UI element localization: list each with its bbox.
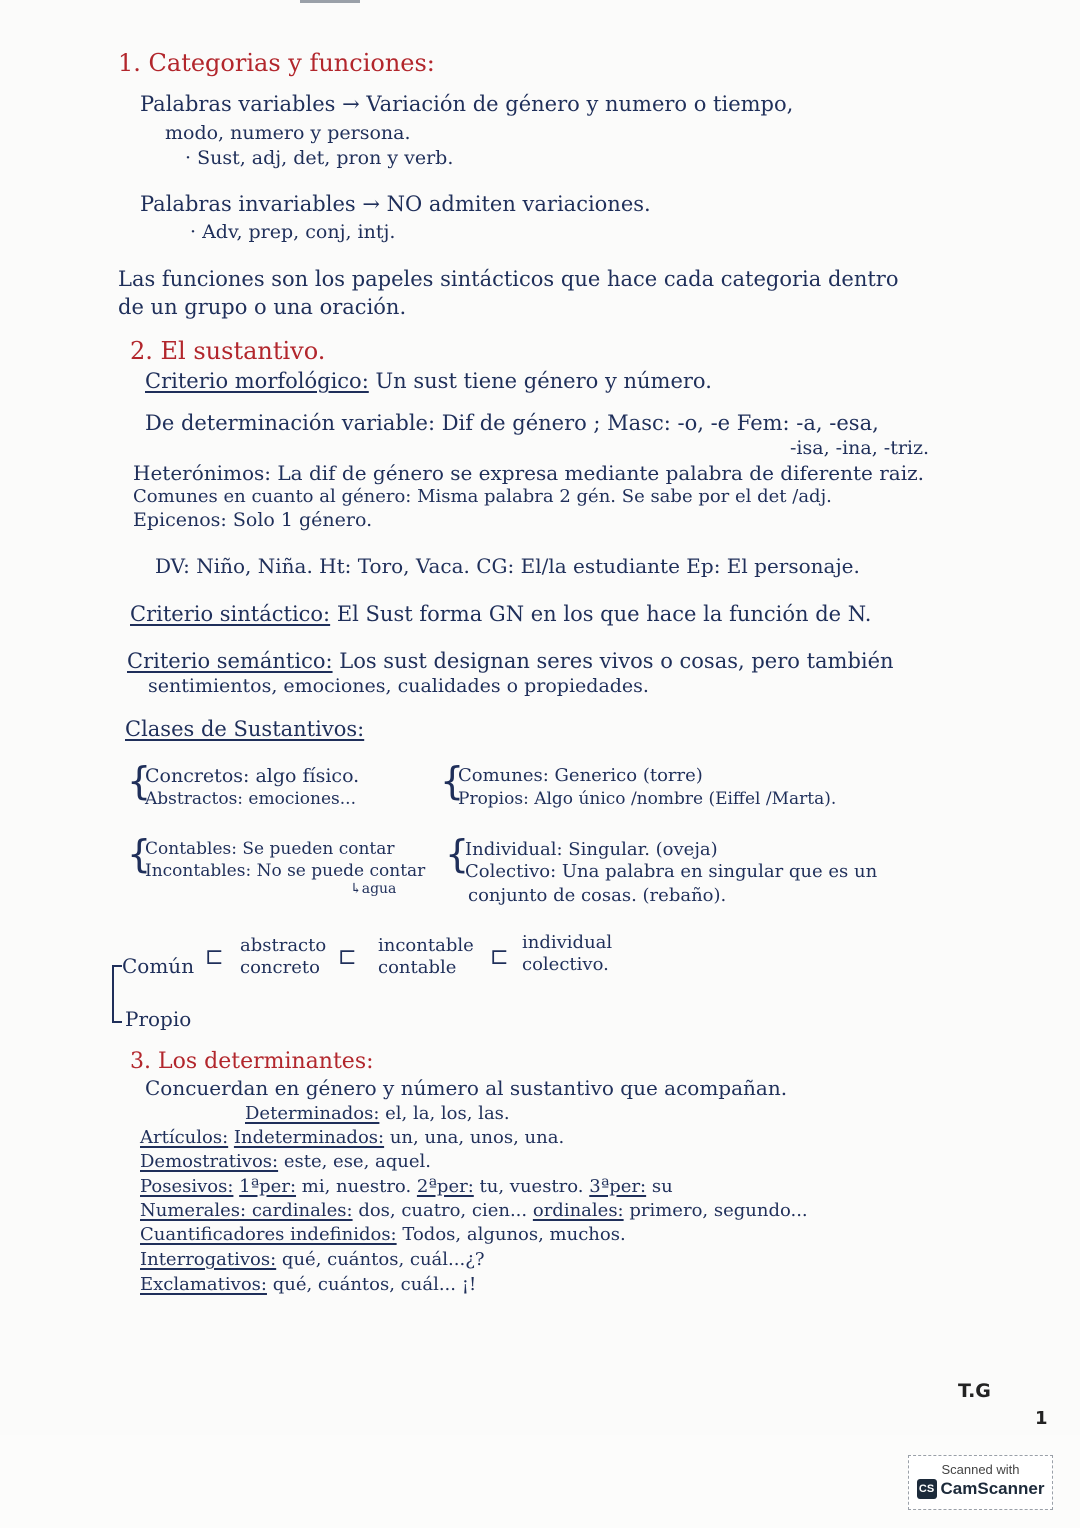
ord-label: ordinales: (532, 1200, 624, 1221)
pos-3t: su (651, 1176, 673, 1197)
incontables: Incontables: No se puede contar (145, 861, 426, 881)
sint-label: Criterio sintáctico: (130, 602, 331, 626)
comunes-clase: Comunes: Generico (torre) (458, 765, 703, 786)
tree-abstracto: abstracto (240, 935, 327, 956)
tree-contable: contable (378, 957, 457, 978)
scan-edge-line (300, 0, 360, 3)
det-var: De determinación variable: Dif de género ; Masc: -o, -e Fem: -a, -esa, (145, 411, 879, 435)
section1-title: 1. Categorias y funciones: (118, 49, 435, 77)
colectivo: Colectivo: Una palabra en singular que es un (465, 861, 878, 882)
art-label: Artículos: (140, 1127, 229, 1148)
indet-label: Indeterminados: (233, 1127, 385, 1148)
pos-2: 2ªper: (416, 1176, 474, 1197)
contables: Contables: Se pueden contar (145, 839, 395, 859)
s1-line7: de un grupo o una oración. (118, 295, 407, 319)
tree-colectivo: colectivo. (522, 954, 609, 975)
tg-mark: T.G (958, 1380, 991, 1402)
s1-line1: Palabras variables → Variación de género y numero o tiempo, (140, 92, 794, 116)
tree-comun: Común (122, 954, 195, 978)
concretos: Concretos: algo físico. (145, 765, 360, 787)
morf-label: Criterio morfológico: (145, 369, 369, 393)
clases-label: Clases de Sustantivos: (125, 717, 365, 741)
pos-2t: tu, vuestro. (479, 1176, 584, 1197)
tree-incontable: incontable (378, 935, 474, 956)
sem-text: Los sust designan seres vivos o cosas, pero también (339, 649, 894, 673)
colectivo2: conjunto de cosas. (rebaño). (468, 885, 727, 906)
examples: DV: Niño, Niña. Ht: Toro, Vaca. CG: El/la estudiante Ep: El personaje. (155, 554, 860, 578)
agua: ↳agua (350, 881, 397, 897)
sem-text2: sentimientos, emociones, cualidades o propiedades. (148, 675, 649, 697)
epicenos: Epicenos: Solo 1 género. (133, 509, 373, 531)
tree-propio: Propio (125, 1007, 192, 1031)
abstractos: Abstractos: emociones... (145, 789, 356, 809)
tree-vline (112, 965, 114, 1023)
tree-h1 (112, 965, 122, 967)
heterónimos: Heterónimos: La dif de género se expresa mediante palabra de diferente raiz. (133, 461, 924, 485)
tree-bracket-3: ⊏ (490, 945, 509, 970)
det-label: Determinados: (245, 1103, 380, 1124)
sint-text: El Sust forma GN en los que hace la función de N. (336, 602, 872, 626)
s1-line2: modo, numero y persona. (165, 122, 411, 144)
dem-label: Demostrativos: (140, 1151, 279, 1172)
num-text: dos, cuatro, cien... (358, 1200, 528, 1221)
pos-3: 3ªper: (589, 1176, 647, 1197)
camscanner-text: CamScanner (940, 1479, 1045, 1498)
section3-title: 3. Los determinantes: (130, 1049, 374, 1074)
tree-individual: individual (522, 932, 613, 953)
s1-line4: Palabras invariables → NO admiten variaciones. (140, 192, 651, 216)
brace-2: { (440, 759, 465, 803)
tree-h2 (112, 1021, 122, 1023)
s1-line3: · Sust, adj, det, pron y verb. (185, 147, 454, 169)
morf-text: Un sust tiene género y número. (375, 369, 712, 393)
excl-text: qué, cuántos, cuál... ¡! (272, 1274, 477, 1295)
s3-line1: Concuerdan en género y número al sustantivo que acompañan. (145, 1076, 788, 1100)
page-number: 1 (1035, 1408, 1048, 1429)
sem-label: Criterio semántico: (127, 649, 333, 673)
scanned-with-text: Scanned with (941, 1462, 1020, 1477)
inter-label: Interrogativos: (140, 1249, 277, 1270)
tree-concreto: concreto (240, 957, 320, 978)
section2-title: 2. El sustantivo. (130, 337, 326, 365)
s1-line5: · Adv, prep, conj, intj. (190, 221, 396, 243)
inter-text: qué, cuántos, cuál...¿? (281, 1249, 485, 1270)
pos-1: 1ªper: (239, 1176, 297, 1197)
propios: Propios: Algo único /nombre (Eiffel /Marta). (458, 789, 837, 809)
det-var2: -isa, -ina, -triz. (790, 437, 930, 459)
individual: Individual: Singular. (oveja) (465, 839, 718, 860)
cuant-label: Cuantificadores indefinidos: (140, 1224, 397, 1245)
num-label: Numerales: cardinales: (140, 1200, 353, 1221)
brace-3: { (127, 832, 152, 876)
indet-text: un, una, unos, una. (389, 1127, 565, 1148)
camscanner-logo-icon: CS (917, 1479, 937, 1499)
comunes-genero: Comunes en cuanto al género: Misma palabra 2 gén. Se sabe por el det /adj. (133, 486, 832, 507)
s1-line6: Las funciones son los papeles sintácticos que hace cada categoria dentro (118, 267, 899, 291)
pos-1t: mi, nuestro. (301, 1176, 412, 1197)
cuant-text: Todos, algunos, muchos. (402, 1224, 626, 1245)
pos-label: Posesivos: (140, 1176, 234, 1197)
brace-4: { (445, 832, 470, 876)
brace-1: { (127, 759, 152, 803)
tree-bracket-2: ⊏ (338, 945, 357, 970)
ord-text: primero, segundo... (629, 1200, 808, 1221)
det-text: el, la, los, las. (385, 1103, 510, 1124)
camscanner-badge (908, 1455, 1053, 1510)
dem-text: este, ese, aquel. (283, 1151, 432, 1172)
excl-label: Exclamativos: (140, 1274, 267, 1295)
tree-bracket-1: ⊏ (205, 945, 224, 970)
